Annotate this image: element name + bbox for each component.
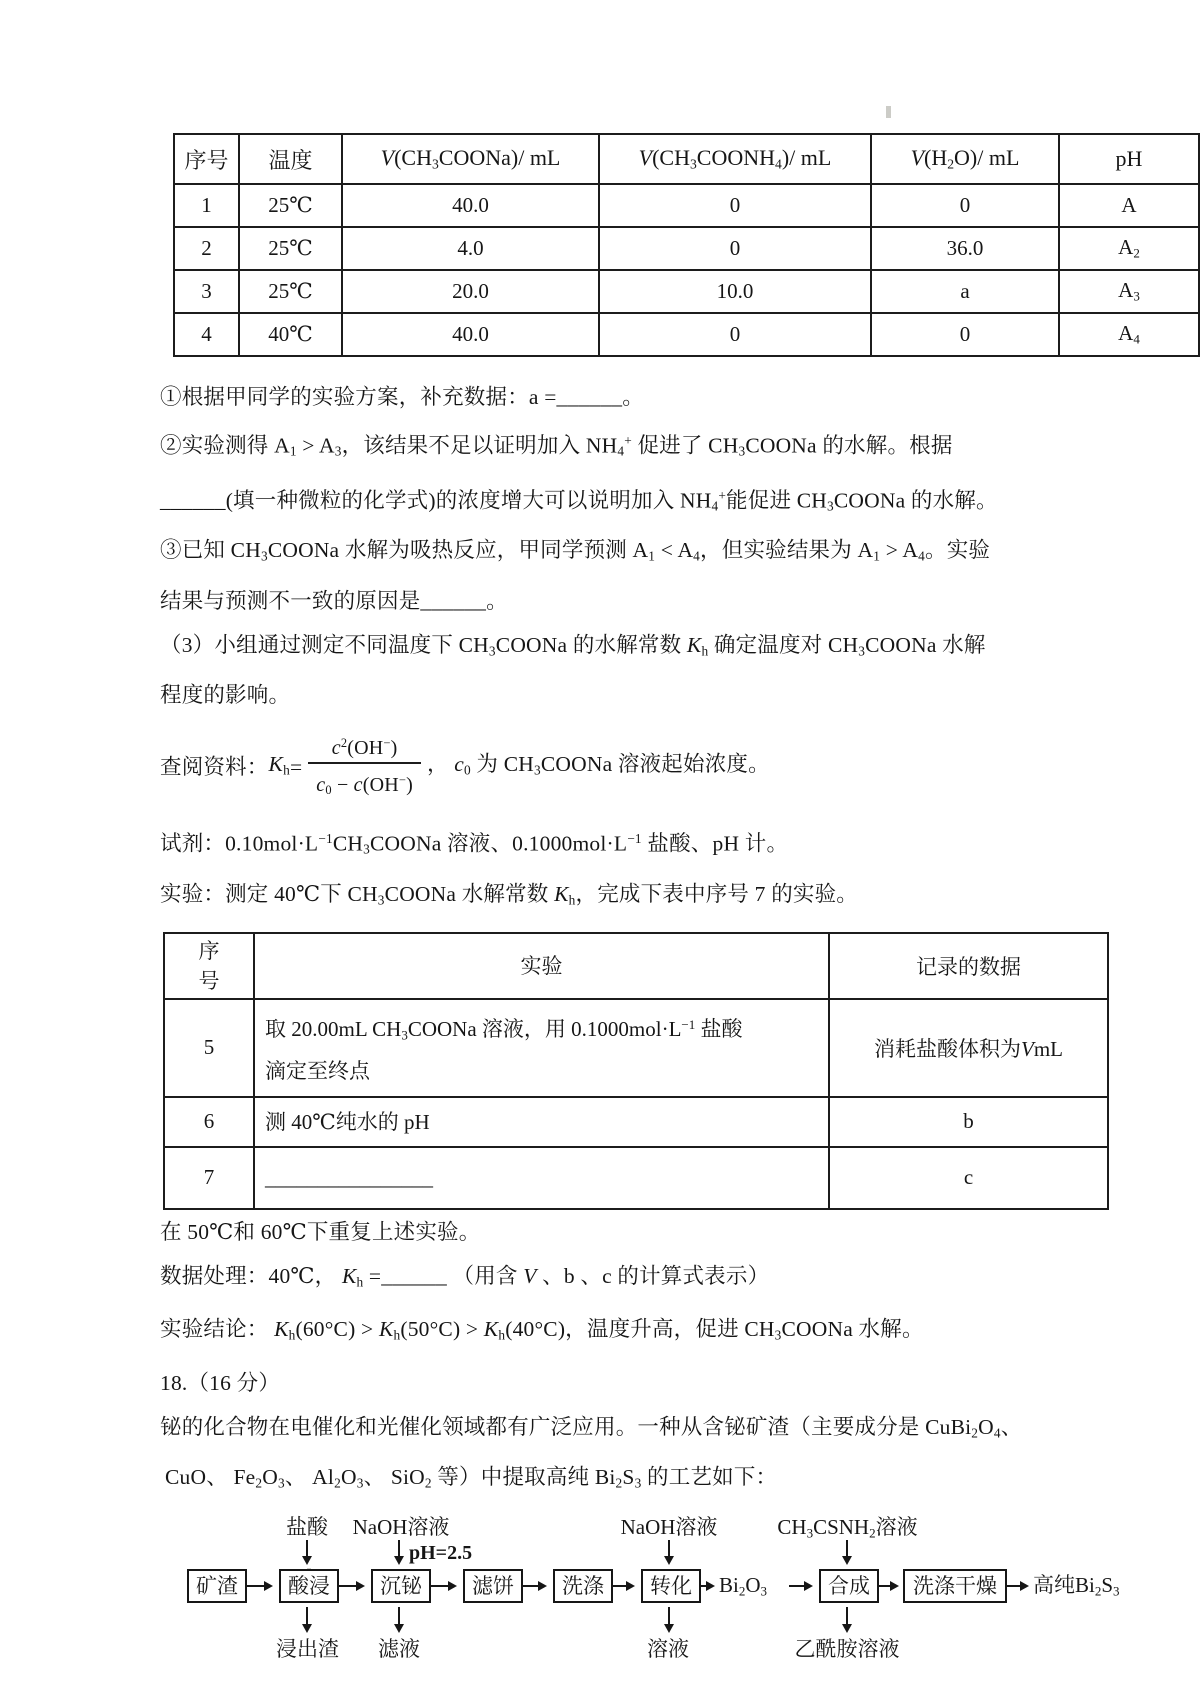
cell: 0 xyxy=(871,184,1059,227)
col-header-index: 序号 xyxy=(174,134,239,184)
process-flow-diagram xyxy=(175,1515,1165,1667)
paragraph-q2-line1: ②实验测得 $A_1 > A_3$，该结果不足以证明加入 $NH_4^+$ 促进了 $CH_3COONa$ 的水解。根据 xyxy=(160,433,953,459)
table-row xyxy=(164,1147,1108,1209)
cell: $A_4$ xyxy=(1059,313,1199,356)
cell: A xyxy=(1059,184,1199,227)
flow-input-hcl: 盐酸 xyxy=(286,1515,328,1540)
col-header-v-h2o: $V(H_2O)/$ mL xyxy=(871,134,1059,184)
cell: 40℃ xyxy=(239,313,342,356)
flow-box-washing: 洗涤 xyxy=(553,1569,613,1603)
flow-box-acid-leach: 酸浸 xyxy=(279,1569,339,1603)
flow-input-naoh-2: NaOH溶液 xyxy=(620,1515,718,1540)
paragraph-q1: ①根据甲同学的实验方案，补充数据：a =______。 xyxy=(160,385,644,409)
reference-formula-line xyxy=(160,717,1190,817)
paragraph-part3-line1: （3）小组通过测定不同温度下 $CH_3COONa$ 的水解常数 $K_h$ 确定温度对 $CH_3COONa$ 水解 xyxy=(160,632,986,658)
cell: 4.0 xyxy=(342,227,599,270)
cell-index: 6 xyxy=(164,1097,254,1147)
cell: 0 xyxy=(599,313,871,356)
formula-label: 查阅资料： xyxy=(160,754,269,779)
down-arrow-icon xyxy=(846,1540,848,1561)
fraction-denominator: $c_0 - c(OH^-)$ xyxy=(308,762,421,806)
table-header-row xyxy=(164,933,1108,999)
right-arrow-icon xyxy=(699,1585,711,1587)
col-header-ph: pH xyxy=(1059,134,1199,184)
cell-experiment: 取 20.00mL $CH_3COONa$ 溶液，用 $0.1000mol\cdot L^{-1}$ 盐酸 滴定至终点 xyxy=(254,999,829,1097)
cell: 20.0 xyxy=(342,270,599,313)
down-arrow-icon xyxy=(398,1607,400,1629)
flow-output-acetamide-solution: 乙酰胺溶液 xyxy=(794,1637,900,1662)
cell: 1 xyxy=(174,184,239,227)
paragraph-conclusion: 实验结论： $K_h(60^\circ C) > K_h(50^\circ C) > K_h(40^\circ C)$，温度升高，促进 $CH_3COONa$ 水解。 xyxy=(160,1317,924,1343)
col-header-temperature: 温度 xyxy=(239,134,342,184)
cell: a xyxy=(871,270,1059,313)
paragraph-part3-line2: 程度的影响。 xyxy=(160,682,291,707)
table-row xyxy=(164,1097,1108,1147)
paragraph-reagents: 试剂：$0.10mol\cdot L^{-1}CH_3COONa$ 溶液、$0.1000mol\cdot L^{-1}$ 盐酸、pH 计。 xyxy=(160,830,789,857)
table-row xyxy=(174,227,1199,270)
right-arrow-icon xyxy=(1007,1585,1025,1587)
paragraph-q18-line1: 铋的化合物在电催化和光催化领域都有广泛应用。一种从含铋矿渣（主要成分是 $CuBi_2O_4$、 xyxy=(160,1414,1023,1440)
cell: 40.0 xyxy=(342,313,599,356)
flow-box-bi-precipitation: 沉铋 xyxy=(371,1569,431,1603)
flow-box-filter-cake: 滤饼 xyxy=(463,1569,523,1603)
col-header-recorded-data: 记录的数据 xyxy=(829,933,1108,999)
col-header-experiment: 实验 xyxy=(254,933,829,999)
right-arrow-icon xyxy=(789,1585,809,1587)
fraction-numerator: $c^2(OH^-)$ xyxy=(331,735,398,759)
right-arrow-icon xyxy=(611,1585,631,1587)
cell: 4 xyxy=(174,313,239,356)
cell-data: c xyxy=(829,1147,1108,1209)
flow-input-naoh-1: NaOH溶液 xyxy=(352,1515,450,1540)
col-header-v-ch3coonh4: $V(CH_3COONH_4)/$ mL xyxy=(599,134,871,184)
cell-data: 消耗盐酸体积为VmL xyxy=(829,999,1108,1097)
flow-input-ch3csnh2: $CH_3CSNH_2$溶液 xyxy=(777,1515,918,1541)
question-18-number: 18.（16 分） xyxy=(160,1370,281,1395)
cell: 25℃ xyxy=(239,184,342,227)
col-header-index: 序 号 xyxy=(164,933,254,999)
cell: $A_2$ xyxy=(1059,227,1199,270)
right-arrow-icon xyxy=(521,1585,543,1587)
cell: 40.0 xyxy=(342,184,599,227)
cell: 0 xyxy=(599,227,871,270)
flow-box-synthesis: 合成 xyxy=(819,1569,879,1603)
table-row xyxy=(174,184,1199,227)
cell: 2 xyxy=(174,227,239,270)
flow-output-leach-residue: 浸出渣 xyxy=(276,1637,339,1662)
right-arrow-icon xyxy=(879,1585,895,1587)
flow-text-bi2o3: $Bi_2O_3$ xyxy=(719,1573,768,1599)
col-header-v-ch3coona: $V(CH_3COONa)/$ mL xyxy=(342,134,599,184)
kh-fraction xyxy=(308,728,421,807)
down-arrow-icon xyxy=(668,1607,670,1629)
procedure-table xyxy=(163,932,1109,1210)
cell-data: b xyxy=(829,1097,1108,1147)
cell: 25℃ xyxy=(239,270,342,313)
ph-condition-label: pH=2.5 xyxy=(409,1542,473,1565)
cell-experiment-blank: ________________ xyxy=(254,1147,829,1209)
table-row xyxy=(174,313,1199,356)
cell: 0 xyxy=(599,184,871,227)
paragraph-q3-line1: ③已知 $CH_3COONa$ 水解为吸热反应，甲同学预测 $A_1 < A_4$，但实验结果为 $A_1 > A_4$。实验 xyxy=(160,538,991,564)
cell: 3 xyxy=(174,270,239,313)
flow-output-solution: 溶液 xyxy=(647,1637,689,1662)
right-arrow-icon xyxy=(429,1585,453,1587)
hydrolysis-experiment-table xyxy=(173,133,1200,357)
right-arrow-icon xyxy=(245,1585,269,1587)
down-arrow-icon xyxy=(668,1540,670,1561)
equals-sign: = xyxy=(289,754,303,779)
down-arrow-icon xyxy=(398,1540,400,1561)
paragraph-experiment-intro: 实验：测定 40℃下 $CH_3COONa$ 水解常数 $K_h$，完成下表中序号 7 的实验。 xyxy=(160,881,859,907)
cell-index: 7 xyxy=(164,1147,254,1209)
cell: $A_3$ xyxy=(1059,270,1199,313)
table-header-row xyxy=(174,134,1199,184)
flow-box-wash-dry: 洗涤干燥 xyxy=(903,1569,1007,1603)
cell: 25℃ xyxy=(239,227,342,270)
formula-tail: ， $c_0$ 为 $CH_3COONa$ 溶液起始浓度。 xyxy=(426,751,770,778)
down-arrow-icon xyxy=(306,1540,308,1561)
flow-text-product: 高纯$Bi_2S_3$ xyxy=(1033,1573,1120,1599)
paragraph-repeat-note: 在 50℃和 60℃下重复上述实验。 xyxy=(160,1219,481,1244)
flow-box-conversion: 转化 xyxy=(641,1569,701,1603)
table-row xyxy=(174,270,1199,313)
flow-output-filtrate: 滤液 xyxy=(378,1637,420,1662)
flow-box-ore: 矿渣 xyxy=(187,1569,247,1603)
cell-index: 5 xyxy=(164,999,254,1097)
page-content xyxy=(160,0,1190,1667)
down-arrow-icon xyxy=(846,1607,848,1629)
kh-symbol: $K_h$ xyxy=(268,751,290,778)
paragraph-data-processing: 数据处理：40℃， $K_h$ =______ （用含 V 、b 、c 的计算式表示） xyxy=(160,1263,770,1290)
right-arrow-icon xyxy=(337,1585,361,1587)
cell: 10.0 xyxy=(599,270,871,313)
cell: 36.0 xyxy=(871,227,1059,270)
table-row xyxy=(164,999,1108,1097)
paragraph-q2-line2: ______(填一种微粒的化学式)的浓度增大可以说明加入 $NH_4^+$能促进 $CH_3COONa$ 的水解。 xyxy=(160,487,998,514)
cell: 0 xyxy=(871,313,1059,356)
paragraph-q18-line2: CuO、 $Fe_2O_3$、 $Al_2O_3$、 SiO$_2$ 等）中提取高纯 $Bi_2S_3$ 的工艺如下： xyxy=(165,1464,778,1491)
down-arrow-icon xyxy=(306,1607,308,1629)
paragraph-q3-line2: 结果与预测不一致的原因是______。 xyxy=(160,588,508,613)
cell-experiment: 测 40℃纯水的 pH xyxy=(254,1097,829,1147)
